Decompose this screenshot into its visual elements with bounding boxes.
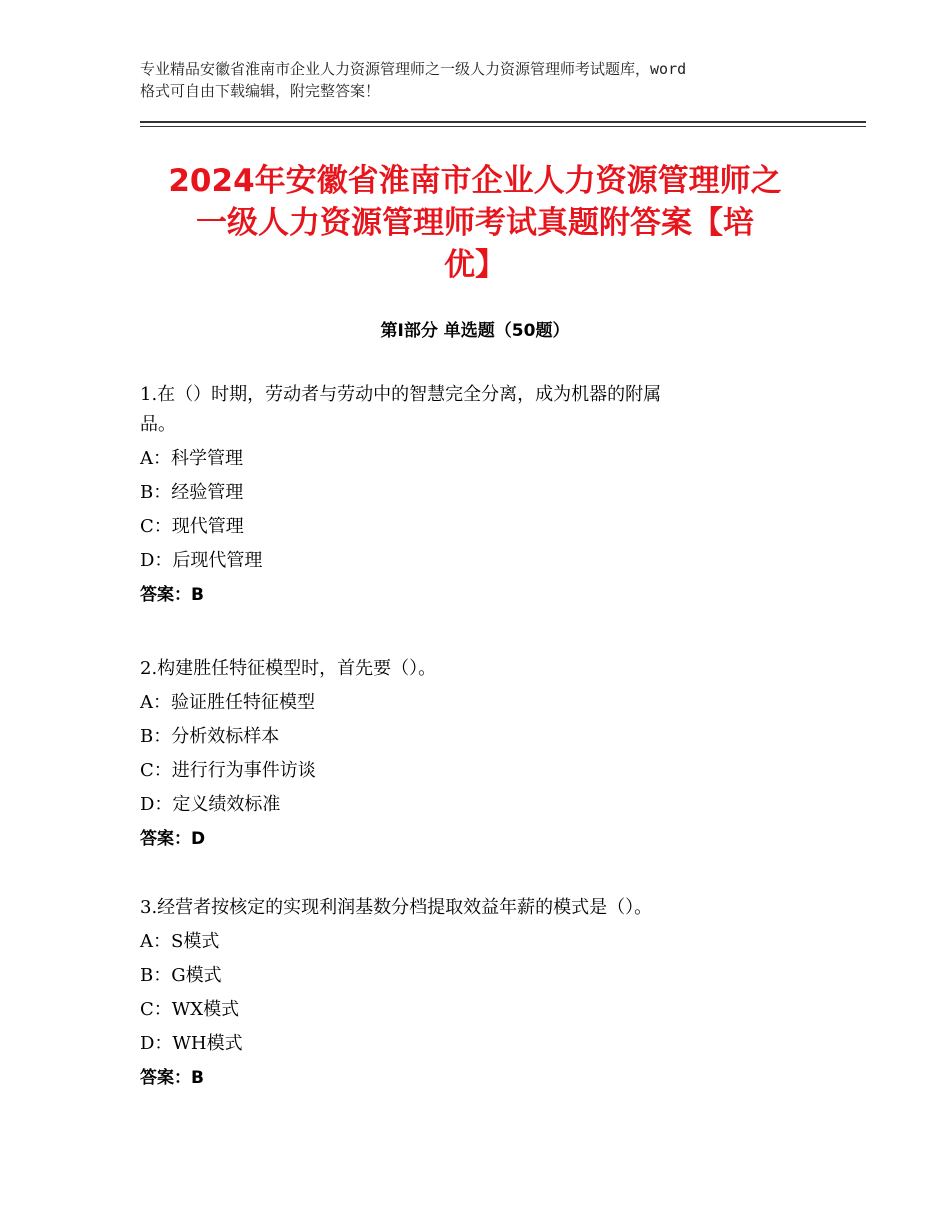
option-c: C：进行行为事件访谈 [140,760,316,781]
stem-line-2: 品。 [140,414,176,435]
answer: 答案：B [140,1068,204,1088]
option-d: D：定义绩效标准 [140,794,281,815]
question-2 [140,654,820,858]
title-line-2: 一级人力资源管理师考试真题附答案【培 [196,205,754,241]
document-title [120,160,830,286]
option-b: B：G模式 [140,965,222,986]
question-stem [140,654,820,684]
question-stem [140,893,820,923]
option-d: D：后现代管理 [140,550,263,571]
option-b: B：经验管理 [140,482,244,503]
section-heading: 第Ⅰ部分 单选题（50题） [380,321,570,341]
stem-line-1: 3.经营者按核定的实现利润基数分档提取效益年薪的模式是（）。 [140,897,653,918]
option-a: A：S模式 [140,931,220,952]
option-d: D：WH模式 [140,1033,243,1054]
answer: 答案：B [140,585,204,605]
header-line-2: 格式可自由下载编辑，附完整答案！ [140,82,381,100]
answer: 答案：D [140,829,206,849]
stem-line-1: 2.构建胜任特征模型时，首先要（）。 [140,658,437,679]
header-rule-thick [140,121,866,123]
question-3 [140,893,820,1097]
option-c: C：现代管理 [140,516,244,537]
stem-line-1: 1.在（）时期，劳动者与劳动中的智慧完全分离，成为机器的附属 [140,384,662,405]
option-a: A：验证胜任特征模型 [140,692,315,713]
question-stem [140,380,820,440]
option-a: A：科学管理 [140,448,243,469]
title-line-3: 优】 [444,247,506,283]
question-1 [140,380,820,614]
option-b: B：分析效标样本 [140,726,280,747]
header-rule-thin [140,126,866,127]
title-line-1: 2024年安徽省淮南市企业人力资源管理师之 [168,163,782,199]
header-note [140,58,830,102]
header-line-1: 专业精品安徽省淮南市企业人力资源管理师之一级人力资源管理师考试题库，word [140,60,687,78]
option-c: C：WX模式 [140,999,240,1020]
